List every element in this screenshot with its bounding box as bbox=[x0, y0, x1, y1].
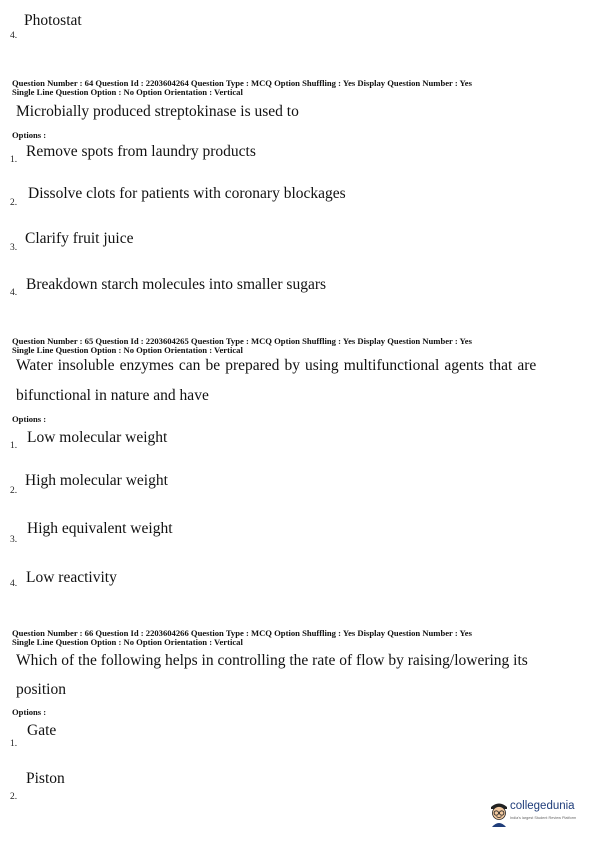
option-number: 1. bbox=[10, 441, 18, 451]
question-text: Microbially produced streptokinase is used to bbox=[16, 103, 299, 120]
question-text-line1: Water insoluble enzymes can be prepared by using multifunctional agents that are bbox=[16, 357, 537, 374]
question-text-line2: bifunctional in nature and have bbox=[16, 387, 209, 404]
option-text: Clarify fruit juice bbox=[25, 230, 134, 247]
question-header-line2: Single Line Question Option : No Option Orientation : Vertical bbox=[12, 87, 243, 97]
question-header-line1: Question Number : 64 Question Id : 2203604264 Question Type : MCQ Option Shuffling : Yes Display Question Number : Yes bbox=[12, 78, 472, 88]
option-text: Low molecular weight bbox=[27, 429, 168, 446]
option-text: Breakdown starch molecules into smaller sugars bbox=[26, 276, 327, 293]
collegedunia-logo bbox=[488, 797, 588, 831]
option-text: Piston bbox=[26, 770, 65, 787]
option-text: High equivalent weight bbox=[27, 520, 173, 537]
option-number: 4. bbox=[10, 579, 18, 589]
option-number: 2. bbox=[10, 792, 18, 802]
option-number: 1. bbox=[10, 155, 18, 165]
option-number: 2. bbox=[10, 198, 18, 208]
option-number: 4. bbox=[10, 288, 18, 298]
question-header-line1: Question Number : 66 Question Id : 2203604266 Question Type : MCQ Option Shuffling : Yes Display Question Number : Yes bbox=[12, 628, 472, 638]
option-text: High molecular weight bbox=[25, 472, 168, 489]
option-number: 4. bbox=[10, 31, 18, 41]
options-label: Options : bbox=[12, 414, 47, 424]
student-mascot-icon bbox=[488, 797, 510, 827]
question-header-line1: Question Number : 65 Question Id : 2203604265 Question Type : MCQ Option Shuffling : Yes Display Question Number : Yes bbox=[12, 336, 472, 346]
option-text: Gate bbox=[27, 722, 57, 739]
option-text: Low reactivity bbox=[26, 569, 117, 586]
option-number: 3. bbox=[10, 243, 18, 253]
question-header-line2: Single Line Question Option : No Option Orientation : Vertical bbox=[12, 637, 243, 647]
options-label: Options : bbox=[12, 130, 47, 140]
question-text-line2: position bbox=[16, 681, 66, 698]
option-text: Remove spots from laundry products bbox=[26, 143, 256, 160]
question-text-line1: Which of the following helps in controlling the rate of flow by raising/lowering its bbox=[16, 652, 528, 669]
option-number: 2. bbox=[10, 486, 18, 496]
logo-tagline: India's largest Student Review Platform bbox=[510, 816, 577, 820]
option-number: 1. bbox=[10, 739, 18, 749]
option-text: Dissolve clots for patients with coronary blockages bbox=[28, 185, 346, 202]
option-number: 3. bbox=[10, 535, 18, 545]
question-header-line2: Single Line Question Option : No Option Orientation : Vertical bbox=[12, 345, 243, 355]
options-label: Options : bbox=[12, 707, 47, 717]
option-text: Photostat bbox=[24, 12, 82, 29]
logo-wordmark: collegedunia bbox=[510, 800, 575, 812]
